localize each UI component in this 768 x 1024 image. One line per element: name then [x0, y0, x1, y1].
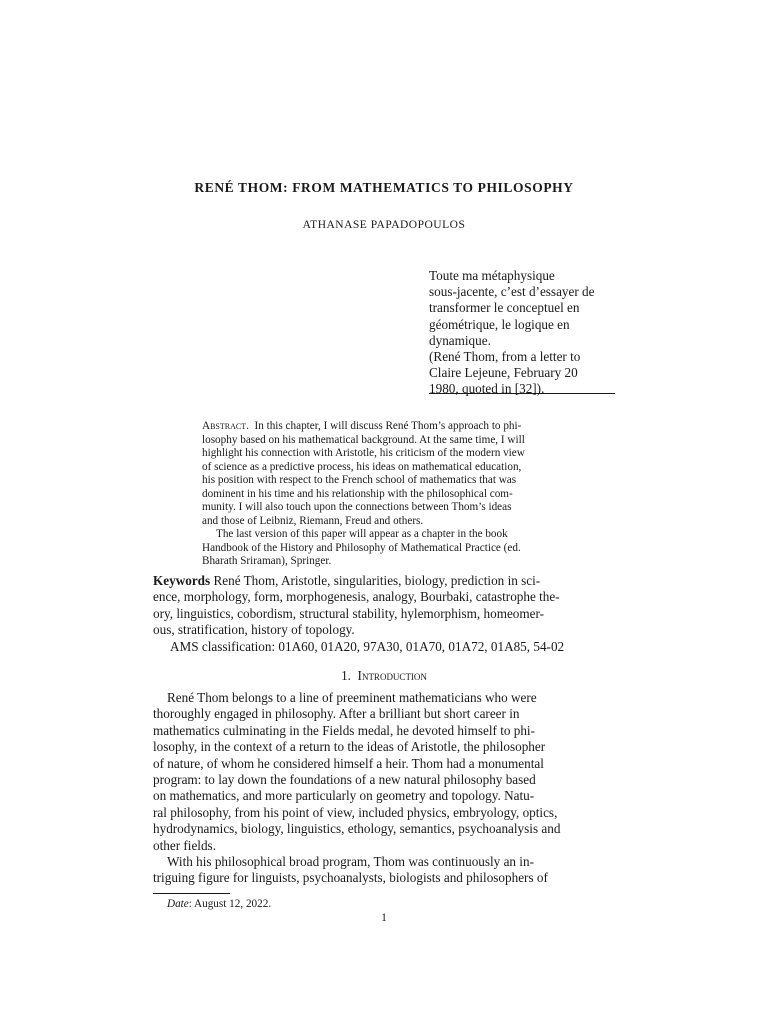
epigraph	[429, 268, 615, 398]
abstract-line: munity. I will also touch upon the connections between Thom’s ideas	[202, 501, 512, 513]
paragraph-line: of nature, of whom he considered himself a heir. Thom had a monumental	[153, 755, 544, 771]
epigraph-attribution-line: 1980, quoted in [32]).	[429, 381, 545, 397]
epigraph-line: géométrique, le logique en	[429, 316, 570, 332]
paragraph-line: hydrodynamics, biology, linguistics, ethology, semantics, psychoanalysis and	[153, 821, 561, 837]
abstract-note-line: The last version of this paper will appear as a chapter in the book	[216, 528, 508, 540]
section-title: Introduction	[357, 668, 427, 683]
abstract-label: Abstract.	[202, 420, 249, 432]
paragraph-line: program: to lay down the foundations of a new natural philosophy based	[153, 772, 536, 788]
section-heading	[0, 668, 768, 684]
paragraph-line: René Thom belongs to a line of preeminent mathematicians who were	[167, 690, 537, 705]
footnote-text: : August 12, 2022.	[188, 898, 272, 910]
paragraph-line: losophy, in the context of a return to the ideas of Aristotle, the philosopher	[153, 739, 546, 755]
keywords-line: ence, morphology, form, morphogenesis, analogy, Bourbaki, catastrophe the-	[153, 589, 560, 605]
abstract-line: his position with respect to the French school of mathematics that was	[202, 474, 517, 486]
paragraph-line: triguing figure for linguists, psychoanalysts, biologists and philosophers of	[153, 870, 548, 886]
footnote	[167, 898, 271, 910]
abstract-note-line: Bharath Sriraman), Springer.	[202, 555, 332, 567]
abstract-line: losophy based on his mathematical background. At the same time, I will	[202, 433, 525, 446]
paragraph-line: other fields.	[153, 837, 216, 853]
epigraph-line: Toute ma métaphysique	[429, 268, 555, 283]
epigraph-line: dynamique.	[429, 332, 491, 348]
section-number: 1.	[341, 668, 351, 683]
keywords-text: René Thom, Aristotle, singularities, biology, prediction in sci-	[210, 573, 541, 588]
keywords-line: ous, stratification, history of topology.	[153, 622, 355, 638]
paragraph-line: ral philosophy, from his point of view, included physics, embryology, optics,	[153, 804, 558, 820]
abstract-line: of science as a predictive process, his ideas on mathematical education,	[202, 460, 522, 473]
epigraph-attribution-line: (René Thom, from a letter to	[429, 349, 581, 365]
abstract-first-line	[202, 420, 570, 434]
body-text	[153, 690, 615, 887]
epigraph-attribution-line: Claire Lejeune, February 20	[429, 365, 578, 381]
epigraph-line: transformer le conceptuel en	[429, 300, 580, 316]
footnote-divider	[153, 893, 230, 894]
epigraph-divider	[429, 393, 615, 394]
abstract	[202, 420, 570, 569]
paragraph-line: thoroughly engaged in philosophy. After a brilliant but short career in	[153, 706, 520, 722]
abstract-note-line: Handbook of the History and Philosophy of Mathematical Practice (ed.	[202, 541, 521, 554]
page-number: 1	[381, 912, 387, 924]
keywords-label: Keywords	[153, 573, 211, 588]
abstract-text: In this chapter, I will discuss René Thom’s approach to phi-	[254, 420, 522, 432]
paper-title: RENÉ THOM: FROM MATHEMATICS TO PHILOSOPHY	[194, 180, 574, 195]
ams-classification: AMS classification: 01A60, 01A20, 97A30, 01A70, 01A72, 01A85, 54-02	[170, 638, 565, 654]
keywords-line: ory, linguistics, cobordism, structural stability, hylemorphism, homeomer-	[153, 605, 545, 621]
paragraph-line: mathematics culminating in the Fields medal, he devoted himself to phi-	[153, 722, 535, 738]
footnote-label: Date	[167, 898, 189, 910]
abstract-line: and those of Leibniz, Riemann, Freud and others.	[202, 514, 424, 527]
author-name: ATHANASE PAPADOPOULOS	[302, 219, 466, 231]
keywords-first-line	[153, 573, 615, 589]
paragraph-line: on mathematics, and more particularly on geometry and topology. Natu-	[153, 788, 535, 804]
abstract-line: dominent in his time and his relationship with the philosophical com-	[202, 487, 513, 500]
epigraph-line: sous-jacente, c’est d’essayer de	[429, 284, 595, 300]
abstract-line: highlight his connection with Aristotle, his criticism of the modern view	[202, 447, 525, 459]
keywords-block	[153, 573, 615, 655]
paragraph-line: With his philosophical broad program, Thom was continuously an in-	[167, 854, 534, 870]
